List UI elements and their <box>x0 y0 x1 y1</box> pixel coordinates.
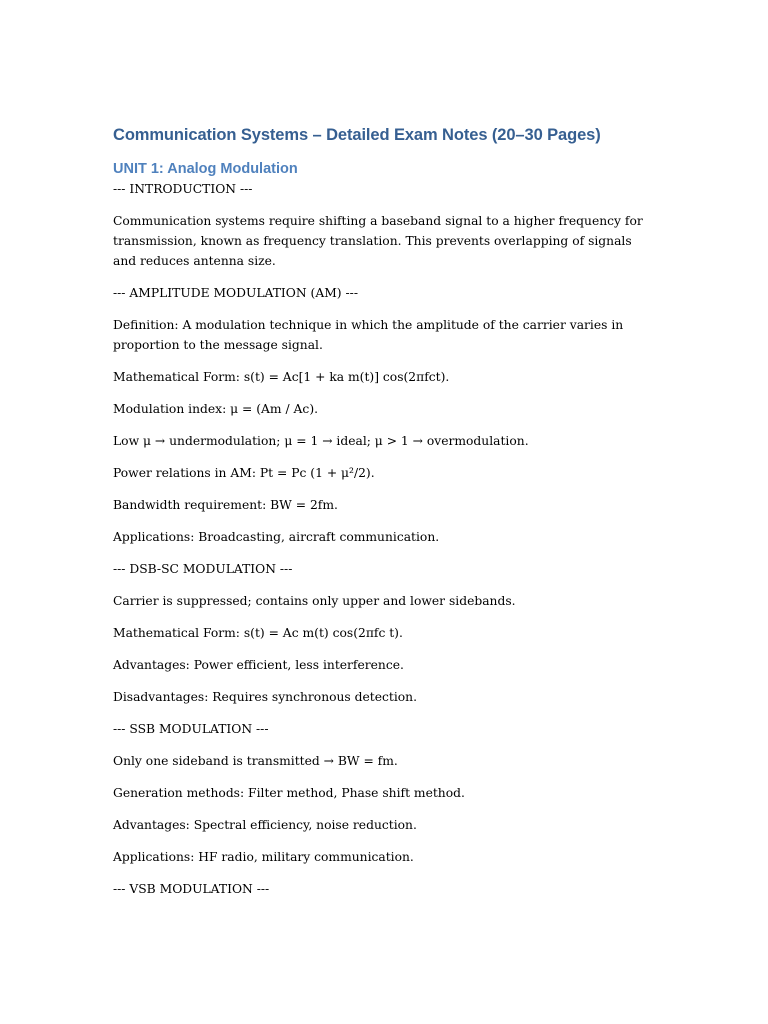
paragraph-am-definition: Definition: A modulation technique in which the amplitude of the carrier varies in proportion to the message signal. <box>113 318 624 352</box>
paragraph-dsb-sc-disadvantages: Disadvantages: Requires synchronous detection. <box>113 690 418 704</box>
section-heading-dsb-sc: --- DSB-SC MODULATION --- <box>113 562 293 576</box>
paragraph-dsb-sc-advantages: Advantages: Power efficient, less interference. <box>113 658 404 672</box>
paragraph-am-modulation-levels: Low μ → undermodulation; μ = 1 → ideal; μ > 1 → overmodulation. <box>113 434 529 448</box>
paragraph-ssb-applications: Applications: HF radio, military communication. <box>113 850 414 864</box>
paragraph-dsb-sc-carrier: Carrier is suppressed; contains only upper and lower sidebands. <box>113 594 516 608</box>
section-heading-am: --- AMPLITUDE MODULATION (AM) --- <box>113 286 358 300</box>
paragraph-am-applications: Applications: Broadcasting, aircraft communication. <box>113 530 440 544</box>
paragraph-am-math-form: Mathematical Form: s(t) = Ac[1 + ka m(t)] cos(2πfct). <box>113 370 450 384</box>
unit-heading: UNIT 1: Analog Modulation <box>113 161 298 177</box>
paragraph-introduction: Communication systems require shifting a baseband signal to a higher frequency for transmission, known as frequency translation. This prevents overlapping of signals and reduces antenna size. <box>113 214 643 268</box>
paragraph-ssb-generation: Generation methods: Filter method, Phase shift method. <box>113 786 465 800</box>
section-heading-introduction: --- INTRODUCTION --- <box>113 182 253 196</box>
section-heading-ssb: --- SSB MODULATION --- <box>113 722 269 736</box>
document-body <box>113 124 643 911</box>
paragraph-am-modulation-index: Modulation index: μ = (Am / Ac). <box>113 402 319 416</box>
document-title: Communication Systems – Detailed Exam Notes (20–30 Pages) <box>113 126 601 144</box>
paragraph-am-bandwidth: Bandwidth requirement: BW = 2fm. <box>113 498 338 512</box>
paragraph-ssb-advantages: Advantages: Spectral efficiency, noise reduction. <box>113 818 417 832</box>
section-heading-vsb: --- VSB MODULATION --- <box>113 882 270 896</box>
paragraph-am-power: Power relations in AM: Pt = Pc (1 + μ²/2). <box>113 466 375 480</box>
paragraph-dsb-sc-math-form: Mathematical Form: s(t) = Ac m(t) cos(2πfc t). <box>113 626 403 640</box>
paragraph-ssb-sideband: Only one sideband is transmitted → BW = fm. <box>113 754 398 768</box>
